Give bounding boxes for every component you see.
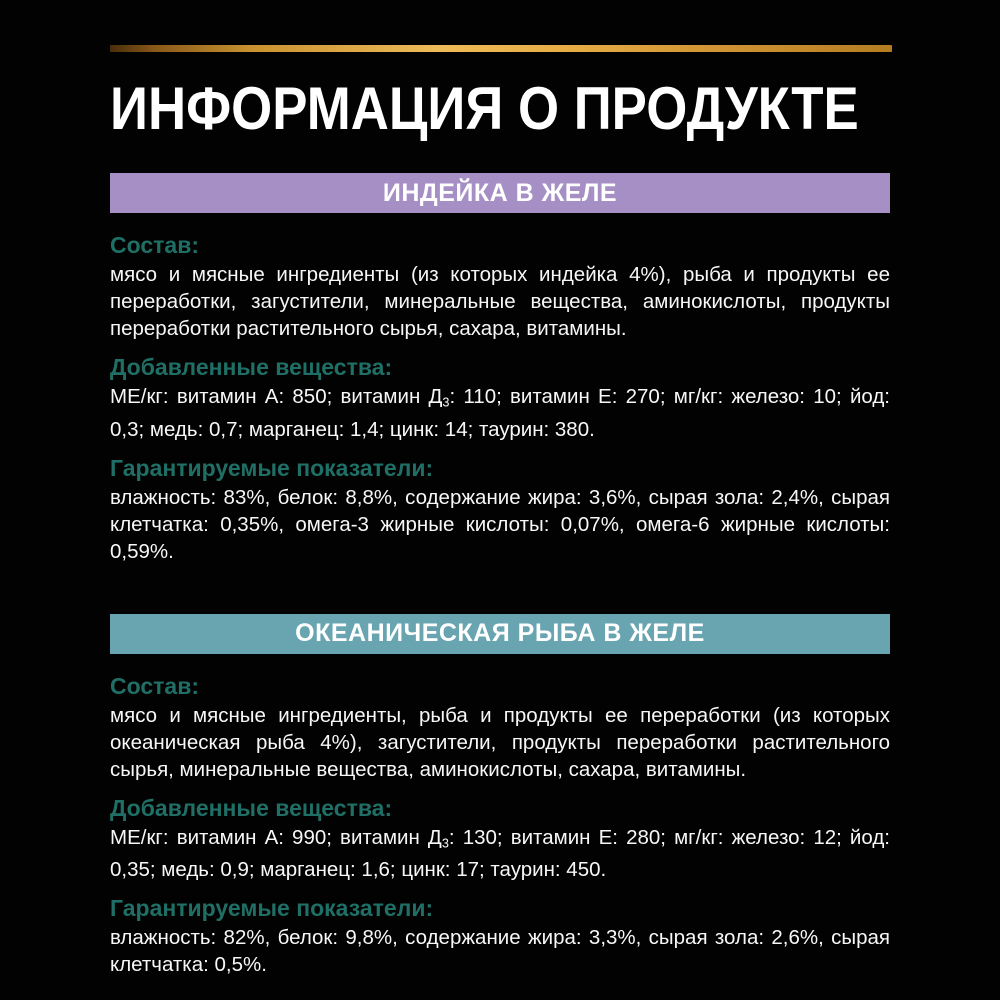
guaranteed-heading: Гарантируемые показатели: — [110, 454, 434, 481]
composition-text: мясо и мясные ингредиенты (из которых индейка 4%), рыба и продукты ее переработки, загустители, минеральные вещества, аминокислоты, продукты переработки растительного сырья, сахара, витамины. — [110, 263, 890, 340]
added-substances-after-sub: : 110; витамин Е: 270; мг/кг: железо: 10; йод: 0,3; медь: 0,7; марганец: 1,4; цинк: 14; таурин: 380. — [110, 385, 890, 441]
subscript-3: 3 — [442, 394, 450, 410]
composition-text: мясо и мясные ингредиенты, рыба и продукты ее переработки (из которых океаническая рыба 4%), загустители, продукты переработки растительного сырья, минеральные вещества, аминокислоты, сахара, витамины. — [110, 703, 890, 781]
guaranteed-heading: Гарантируемые показатели: — [110, 895, 434, 922]
product-banner-ocean-fish — [110, 614, 890, 654]
added-substances-text — [110, 824, 890, 884]
added-substances-heading: Добавленные вещества: — [110, 354, 393, 380]
added-substances-before-sub: МЕ/кг: витамин А: 850; витамин Д — [110, 385, 443, 408]
added-substances-text — [110, 383, 890, 443]
composition-heading: Состав: — [110, 232, 200, 258]
added-substances-after-sub: : 130; витамин Е: 280; мг/кг: железо: 12; йод: 0,35; медь: 0,9; марганец: 1,6; цинк: 17; таурин: 450. — [110, 825, 890, 882]
gold-divider — [110, 45, 892, 52]
banner-label: ОКЕАНИЧЕСКАЯ РЫБА В ЖЕЛЕ — [295, 619, 705, 648]
guaranteed-text: влажность: 83%, белок: 8,8%, содержание жира: 3,6%, сырая зола: 2,4%, сырая клетчатка: 0,35%, омега-3 жирные кислоты: 0,07%, омега-6 жирные кислоты: 0,59%. — [110, 485, 890, 563]
added-substances-heading: Добавленные вещества: — [110, 794, 393, 821]
banner-label: ИНДЕЙКА В ЖЕЛЕ — [382, 178, 618, 207]
product-section-turkey — [110, 173, 890, 565]
product-banner-turkey — [110, 173, 890, 213]
added-substances-before-sub: МЕ/кг: витамин А: 990; витамин Д — [110, 825, 442, 849]
page-title: ИНФОРМАЦИЯ О ПРОДУКТЕ — [110, 75, 859, 142]
composition-heading: Состав: — [110, 672, 200, 699]
guaranteed-text: влажность: 82%, белок: 9,8%, содержание жира: 3,3%, сырая зола: 2,6%, сырая клетчатка: 0,5%. — [110, 926, 890, 977]
product-section-ocean-fish — [110, 614, 890, 979]
content-column — [110, 45, 890, 978]
subscript-3: 3 — [441, 835, 449, 851]
